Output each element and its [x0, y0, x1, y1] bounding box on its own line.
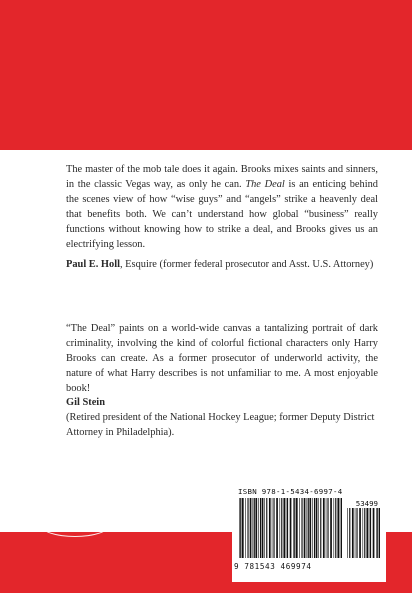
barcode-bar — [272, 498, 273, 558]
isbn-label: ISBN 978-1-5434-6997-4 — [238, 487, 343, 496]
barcode-bar — [280, 498, 281, 558]
isbn-barcode — [232, 484, 386, 582]
barcode-bar — [255, 498, 257, 558]
barcode-bar — [296, 498, 298, 558]
barcode-bar — [239, 498, 240, 558]
attribution-2-details: (Retired president of the National Hockey League; former Deputy District Attorney in Philadelphia). — [66, 412, 375, 438]
attribution-1 — [66, 257, 378, 272]
barcode-bar — [286, 498, 287, 558]
logo-wordmark: Xlibris — [48, 514, 104, 536]
barcode-bar — [269, 498, 271, 558]
barcode-bar — [366, 508, 368, 558]
barcode-bar — [290, 498, 292, 558]
book-title-italic: The Deal — [245, 179, 285, 190]
barcode-bar — [364, 508, 365, 558]
barcode-bar — [301, 498, 302, 558]
barcode-bar — [323, 498, 325, 558]
barcode-bar — [334, 498, 335, 558]
review-quote-1: The master of the mob tale does it again. Brooks mixes saints and sinners, in the classic Vegas way, as only he can. The Deal is an enticing behind the scenes view of how “wise guys” and “angels” strike a heavenly deal that benefits both. We can’t understand how global “business” really functions without knowing how to strike a deal, and Brooks gives us an electrifying lesson. — [66, 164, 378, 250]
barcode-bar — [340, 498, 341, 558]
barcode-bar — [266, 498, 267, 558]
attribution-2 — [66, 395, 378, 440]
barcode-bar — [293, 498, 294, 558]
barcode-bar — [283, 498, 285, 558]
attribution-1-name: Paul E. Holl — [66, 259, 120, 270]
barcode-bar — [316, 498, 318, 558]
barcode-bar — [258, 498, 259, 558]
barcode-bar — [349, 508, 350, 558]
barcode-bar — [294, 498, 295, 558]
barcode-bar — [356, 508, 357, 558]
barcode-bar — [287, 498, 288, 558]
barcode-addon-bars — [346, 508, 380, 558]
barcode-bar — [327, 498, 328, 558]
barcode-bar — [281, 498, 282, 558]
barcode-bar — [299, 498, 300, 558]
barcode-bar — [370, 508, 371, 558]
top-red-band — [0, 0, 412, 150]
barcode-bar — [320, 498, 321, 558]
barcode-bar — [242, 498, 244, 558]
barcode-bar — [347, 508, 348, 558]
barcode-bar — [369, 508, 370, 558]
barcode-bar — [314, 498, 315, 558]
barcode-bar — [253, 498, 254, 558]
review-quote-2: “The Deal” paints on a world-wide canvas a tantalizing portrait of dark criminality, involving the kind of colorful fictional characters only Harry Brooks can create. As a former prosecutor of underworld activity, the nature of what Harry describes is not unfamiliar to me. A most enjoyable book! — [66, 323, 378, 394]
attribution-1-title: , Esquire (former federal prosecutor and Asst. U.S. Attorney) — [119, 259, 374, 270]
barcode-bar — [337, 498, 339, 558]
price-code-label: 53499 — [355, 499, 378, 508]
barcode-bar — [262, 498, 264, 558]
barcode-bar — [304, 498, 306, 558]
barcode-bar — [240, 498, 241, 558]
barcode-main-bars — [238, 498, 342, 558]
barcode-bar — [355, 508, 356, 558]
barcode-bar — [276, 498, 278, 558]
barcode-bar — [247, 498, 248, 558]
barcode-digits: 9 781543 469974 — [234, 562, 312, 571]
barcode-bar — [307, 498, 308, 558]
barcode-bar — [335, 498, 336, 558]
barcode-bar — [245, 498, 246, 558]
barcode-bar — [250, 498, 252, 558]
barcode-bar — [341, 498, 342, 558]
barcode-bar — [379, 508, 380, 558]
barcode-bar — [376, 508, 377, 558]
xlibris-logo — [38, 510, 114, 540]
barcode-bar — [318, 498, 319, 558]
barcode-bar — [326, 498, 327, 558]
barcode-bar — [377, 508, 378, 558]
barcode-bar — [330, 498, 332, 558]
barcode-bar — [309, 498, 311, 558]
attribution-2-name: Gil Stein — [66, 397, 105, 408]
barcode-bar — [273, 498, 274, 558]
barcode-bar — [254, 498, 255, 558]
barcode-bar — [359, 508, 361, 558]
barcode-bar — [352, 508, 354, 558]
barcode-bar — [373, 508, 375, 558]
barcode-bar — [260, 498, 261, 558]
barcode-bar — [264, 498, 265, 558]
barcode-bar — [308, 498, 309, 558]
barcode-bar — [312, 498, 313, 558]
barcode-bar — [363, 508, 364, 558]
